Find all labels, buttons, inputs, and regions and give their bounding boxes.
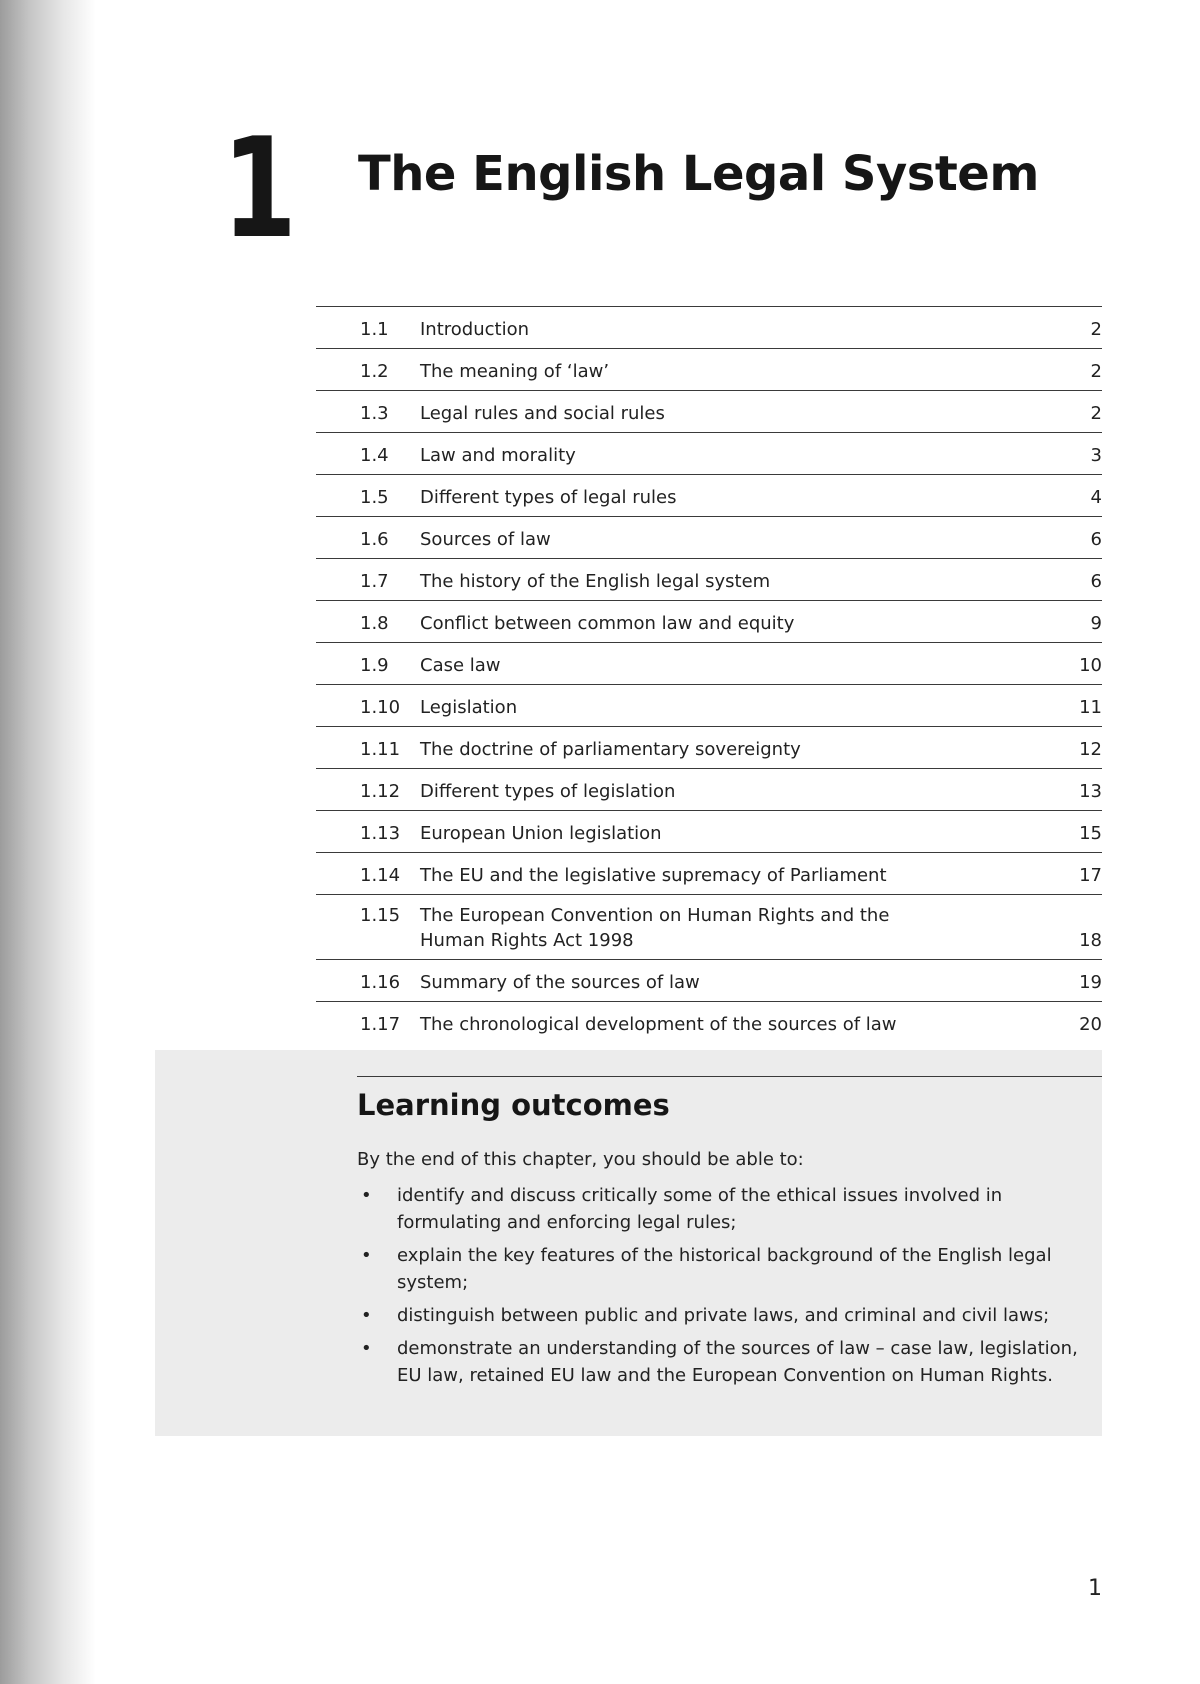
table-of-contents (316, 306, 1102, 1043)
toc-section-number: 1.3 (360, 403, 389, 424)
toc-row[interactable] (316, 559, 1102, 601)
toc-page-number: 15 (1079, 823, 1102, 844)
toc-page-number: 2 (1090, 361, 1102, 382)
toc-row[interactable] (316, 960, 1102, 1002)
toc-page-number: 4 (1090, 487, 1102, 508)
toc-section-number: 1.11 (360, 739, 401, 760)
chapter-number: 1 (222, 108, 293, 269)
toc-page-number: 19 (1079, 972, 1102, 993)
toc-page-number: 12 (1079, 739, 1102, 760)
toc-section-title: European Union legislation (420, 823, 662, 844)
toc-section-title: Different types of legal rules (420, 487, 677, 508)
bullet-icon: • (361, 1185, 372, 1206)
toc-page-number: 11 (1079, 697, 1102, 718)
toc-section-number: 1.14 (360, 865, 401, 886)
toc-row[interactable] (316, 307, 1102, 349)
learning-outcomes-box (155, 1050, 1102, 1436)
list-item (357, 1182, 1087, 1236)
list-item (357, 1242, 1087, 1296)
toc-section-number: 1.8 (360, 613, 389, 634)
toc-section-title: Different types of legislation (420, 781, 676, 802)
divider (357, 1076, 1102, 1077)
toc-section-title: Sources of law (420, 529, 551, 550)
binding-shadow (0, 0, 96, 1684)
toc-section-number: 1.2 (360, 361, 389, 382)
toc-section-number: 1.17 (360, 1014, 401, 1035)
toc-row[interactable] (316, 853, 1102, 895)
toc-section-number: 1.5 (360, 487, 389, 508)
list-item (357, 1302, 1087, 1329)
toc-section-title: Case law (420, 655, 501, 676)
toc-row[interactable] (316, 727, 1102, 769)
toc-page-number: 2 (1090, 403, 1102, 424)
toc-row[interactable] (316, 475, 1102, 517)
toc-section-title: Legislation (420, 697, 518, 718)
toc-section-number: 1.12 (360, 781, 401, 802)
toc-row[interactable] (316, 685, 1102, 727)
toc-row[interactable] (316, 895, 1102, 960)
toc-section-title: Law and morality (420, 445, 576, 466)
toc-section-number: 1.9 (360, 655, 389, 676)
list-item (357, 1335, 1087, 1389)
toc-row[interactable] (316, 517, 1102, 559)
toc-row[interactable] (316, 391, 1102, 433)
toc-page-number: 17 (1079, 865, 1102, 886)
bullet-icon: • (361, 1338, 372, 1359)
toc-page-number: 13 (1079, 781, 1102, 802)
toc-row[interactable] (316, 1002, 1102, 1043)
toc-section-number: 1.1 (360, 319, 389, 340)
toc-section-number: 1.10 (360, 697, 401, 718)
learning-outcomes-heading: Learning outcomes (357, 1088, 670, 1122)
toc-section-number: 1.6 (360, 529, 389, 550)
bullet-icon: • (361, 1305, 372, 1326)
toc-row[interactable] (316, 769, 1102, 811)
toc-section-title: The doctrine of parliamentary sovereignty (420, 739, 801, 760)
toc-page-number: 9 (1090, 613, 1102, 634)
toc-section-title: The EU and the legislative supremacy of Parliament (420, 865, 887, 886)
page-number: 1 (1088, 1576, 1102, 1601)
learning-outcomes-list (357, 1182, 1087, 1395)
toc-section-title: The European Convention on Human Rights and the Human Rights Act 1998 (420, 905, 890, 951)
toc-page-number: 18 (1079, 930, 1102, 951)
toc-section-title: Legal rules and social rules (420, 403, 665, 424)
toc-section-title: Introduction (420, 319, 530, 340)
bullet-icon: • (361, 1245, 372, 1266)
list-item-text: identify and discuss critically some of the ethical issues involved in formulating and enforcing legal rules; (397, 1185, 1003, 1233)
list-item-text: explain the key features of the historical background of the English legal system; (397, 1245, 1052, 1293)
toc-section-number: 1.16 (360, 972, 401, 993)
toc-section-number: 1.15 (360, 905, 401, 926)
toc-section-number: 1.7 (360, 571, 389, 592)
toc-row[interactable] (316, 601, 1102, 643)
toc-section-number: 1.13 (360, 823, 401, 844)
chapter-title: The English Legal System (358, 146, 1039, 202)
toc-section-title: The meaning of ‘law’ (420, 361, 610, 382)
toc-row[interactable] (316, 643, 1102, 685)
toc-page-number: 2 (1090, 319, 1102, 340)
list-item-text: demonstrate an understanding of the sources of law – case law, legislation, EU law, retained EU law and the European Convention on Human Rights. (397, 1338, 1078, 1386)
list-item-text: distinguish between public and private laws, and criminal and civil laws; (397, 1305, 1050, 1326)
toc-page-number: 6 (1090, 571, 1102, 592)
toc-page-number: 6 (1090, 529, 1102, 550)
toc-section-number: 1.4 (360, 445, 389, 466)
learning-outcomes-intro: By the end of this chapter, you should be able to: (357, 1149, 804, 1170)
toc-row[interactable] (316, 349, 1102, 391)
toc-section-title: Summary of the sources of law (420, 972, 700, 993)
toc-section-title: The history of the English legal system (420, 571, 771, 592)
toc-row[interactable] (316, 811, 1102, 853)
toc-page-number: 10 (1079, 655, 1102, 676)
toc-page-number: 3 (1090, 445, 1102, 466)
toc-row[interactable] (316, 433, 1102, 475)
toc-section-title: The chronological development of the sources of law (420, 1014, 897, 1035)
toc-page-number: 20 (1079, 1014, 1102, 1035)
toc-section-title: Conflict between common law and equity (420, 613, 795, 634)
